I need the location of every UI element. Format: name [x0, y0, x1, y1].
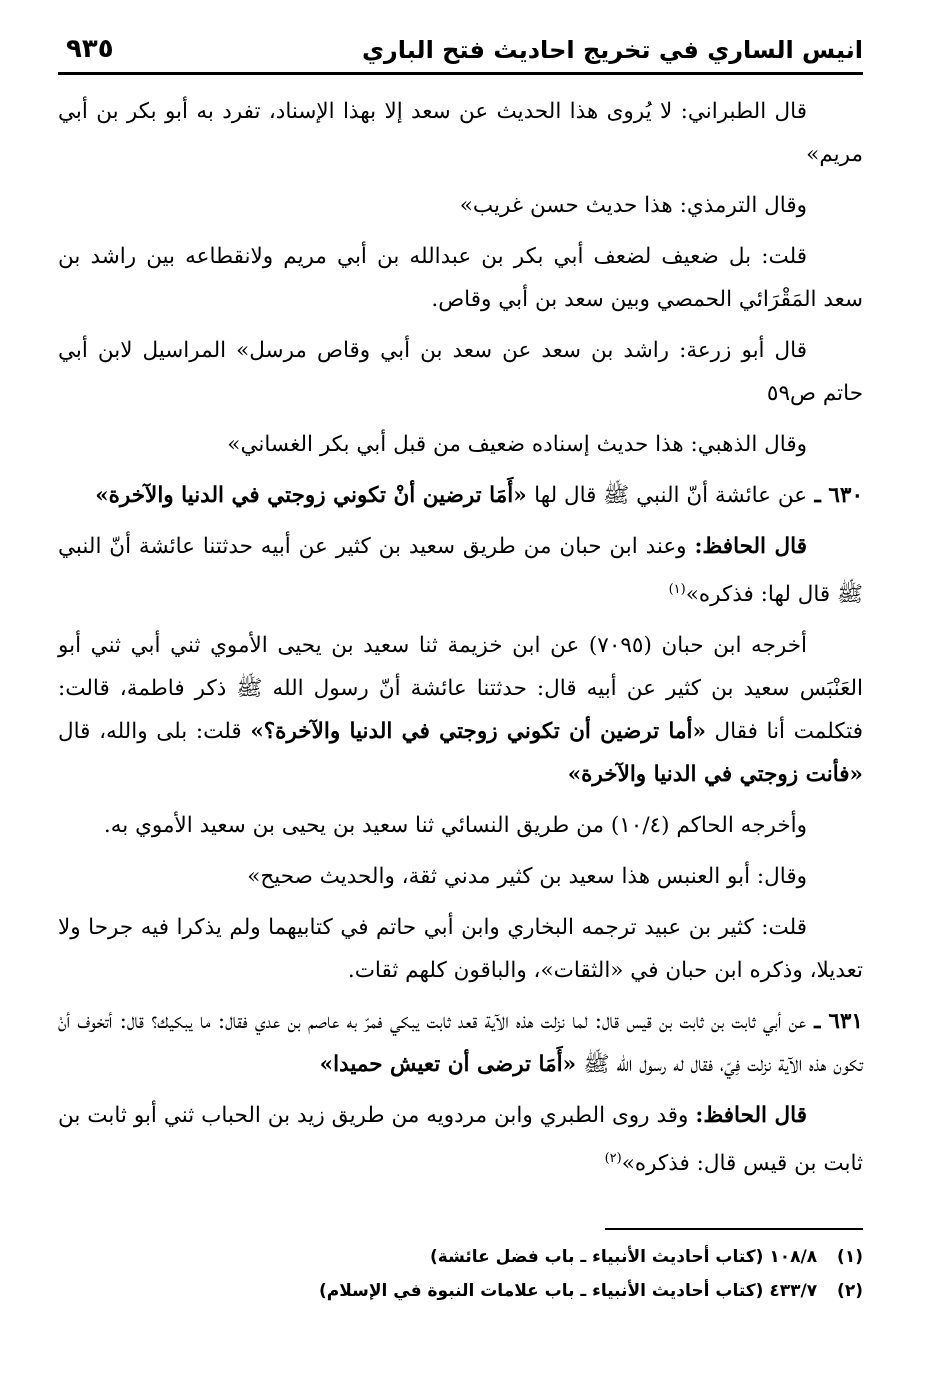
- paragraph-qultu-2: قلت: كثير بن عبيد ترجمه البخاري وابن أبي حاتم في كتابيهما ولم يذكرا فيه جرحا ولا تعديلا، وذكره ابن حبان في «الثقات»، والباقون كلهم ثقات.: [58, 915, 863, 984]
- paragraph-abu-zurah: قال أبو زرعة: راشد بن سعد عن سعد بن أبي وقاص مرسل» المراسيل لابن أبي حاتم ص٥٩: [58, 338, 863, 406]
- takhrij-quote-2: «فأنت زوجتي في الدنيا والآخرة»: [567, 762, 863, 788]
- takhrij-text-2: قلت: بلى والله، قال: [58, 719, 242, 745]
- running-header: [58, 28, 863, 75]
- hadith-dash: ـ: [814, 483, 821, 508]
- hafiz-label: قال الحافظ:: [695, 1103, 807, 1129]
- book-title: انيس الساري في تخريج احاديث فتح الباري: [361, 36, 863, 64]
- hafiz-630: [58, 525, 863, 616]
- footnote-ref-2: (٢): [604, 1151, 622, 1167]
- paragraph-tirmidhi: وقال الترمذي: هذا حديث حسن غريب»: [459, 193, 807, 218]
- footnote-ref-1: (١): [668, 582, 686, 597]
- footnote-number: (٢): [837, 1281, 863, 1301]
- footnote-text: ٤٣٣/٧ (كتاب أحاديث الأنبياء ـ باب علامات النبوة في الإسلام): [319, 1281, 818, 1301]
- paragraph-tabarani: قال الطبراني: لا يُروى هذا الحديث عن سعد إلا بهذا الإسناد، تفرد به أبو بكر بن أبي مريم»: [58, 99, 863, 167]
- hadith-630: [58, 474, 863, 517]
- footnote-text: ١٠٨/٨ (كتاب أحاديث الأنبياء ـ باب فضل عائشة): [430, 1247, 818, 1267]
- hafiz-631: [58, 1094, 863, 1185]
- takhrij-quote-1: «أما ترضين أن تكوني زوجتي في الدنيا والآخرة؟»: [250, 719, 706, 745]
- paragraph-hakim: وأخرجه الحاكم (١٠/٤) من طريق النسائي ثنا سعيد بن يحيى بن سعيد الأموي به.: [103, 813, 807, 839]
- paragraph-qultu-1: قلت: بل ضعيف لضعف أبي بكر بن عبدالله بن أبي مريم ولانقطاعه بين راشد بن سعد المَقْرَائي الحمصي وبين سعد بن أبي وقاص.: [58, 244, 863, 312]
- paragraph-dhahabi: وقال الذهبي: هذا حديث إسناده ضعيف من قبل أبي بكر الغساني»: [227, 432, 807, 457]
- footnotes: [58, 1240, 863, 1308]
- hadith-text: عن عائشة أنّ النبي ﷺ قال لها: [534, 483, 808, 508]
- hafiz-label: قال الحافظ:: [694, 534, 807, 559]
- hadith-631: [58, 1000, 863, 1086]
- takhrij-630: [58, 624, 863, 796]
- footnote-1: [58, 1240, 863, 1274]
- hadith-quote: «أَمَا ترضين أنْ تكوني زوجتي في الدنيا والآخرة»: [95, 483, 527, 508]
- hadith-quote: «أَمَا ترضى أن تعيش حميدا»: [319, 1052, 577, 1078]
- footnote-divider: [605, 1228, 863, 1230]
- paragraph-abul-anbas: وقال: أبو العنبس هذا سعيد بن كثير مدني ثقة، والحديث صحيح»: [247, 864, 807, 890]
- footnote-number: (١): [837, 1247, 863, 1267]
- hadith-number: ٦٣١: [828, 1009, 863, 1035]
- main-text: [58, 90, 863, 1193]
- footnote-2: [58, 1274, 863, 1308]
- takhrij-text-1: أخرجه ابن حبان (٧٠٩٥) عن ابن خزيمة ثنا سعيد بن يحيى الأموي ثني أبي ثني أبو العَنْبَس سعيد بن كثير عن أبيه قال: حدثتنا عائشة أنّ رسول الله ﷺ ذكر فاطمة، قالت: فتكلمت أنا فقال: [58, 633, 863, 745]
- hadith-number: ٦٣٠: [828, 483, 863, 508]
- hadith-text: عن أبي ثابت بن ثابت بن قيس قال: لما نزلت هذه الآية قعد ثابت يبكي فمرّ به عاصم بن عدي فقال: ما يبكيك؟ قال: أتخوف أنْ تكون هذه الآية نزلت فِيّ، فقال له رسول الله ﷺ: [58, 1009, 863, 1078]
- hadith-dash: ـ: [814, 1009, 821, 1035]
- hafiz-text: وقد روى الطبري وابن مردويه من طريق زيد بن الحباب ثني أبو ثابت بن ثابت بن قيس قال: فذكره»: [58, 1103, 863, 1177]
- hafiz-text: وعند ابن حبان من طريق سعيد بن كثير عن أبيه حدثتنا عائشة أنّ النبي ﷺ قال لها: فذكره»: [58, 534, 863, 608]
- page-number: ٩٣٥: [66, 34, 114, 64]
